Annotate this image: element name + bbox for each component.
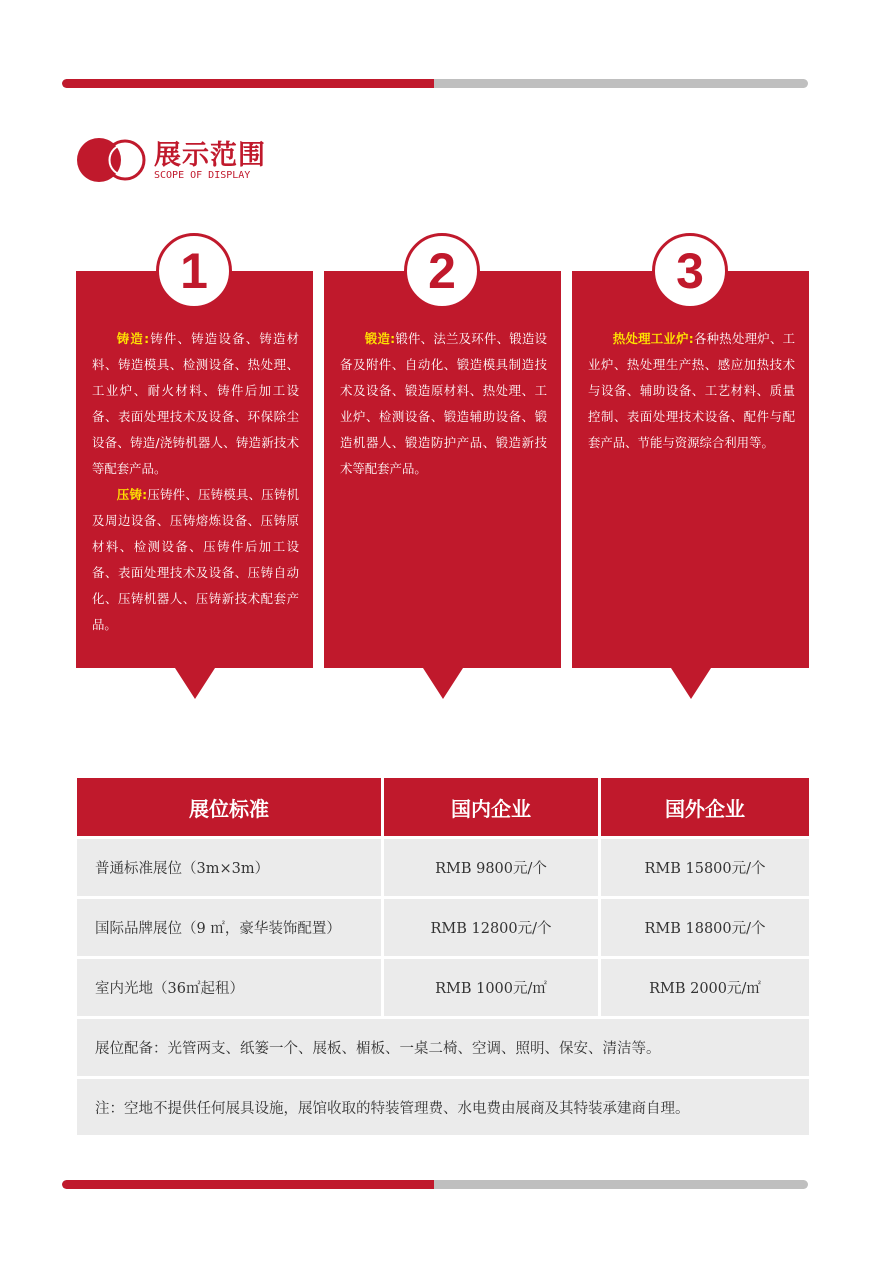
card-1-keyword: 铸造: [116,331,150,346]
card-1-text: 压铸件、压铸模具、压铸机及周边设备、压铸熔炼设备、压铸原材料、检测设备、压铸件后加工设备、表面处理技术及设备、压铸自动化、压铸机器人、压铸新技术配套产品。 [92,487,299,632]
card-3-pointer [671,668,711,699]
top-divider-bar [62,79,808,88]
table-cell-domestic-price: RMB 1000元/㎡ [384,959,598,1016]
table-cell-foreign-price: RMB 2000元/㎡ [601,959,809,1016]
card-2-body [340,326,547,482]
card-1-keyword: 压铸: [116,487,148,502]
card-1-number: 1 [180,243,208,299]
card-3-text: 各种热处理炉、工业炉、热处理生产热、感应加热技术与设备、辅助设备、工艺材料、质量控制、表面处理技术设备、配件与配套产品、节能与资源综合利用等。 [588,331,795,450]
card-1-body [92,326,299,638]
card-1-text: 铸件、铸造设备、铸造材料、铸造模具、检测设备、热处理、工业炉、耐火材料、铸件后加工设备、表面处理技术及设备、环保除尘设备、铸造/浇铸机器人、铸造新技术等配套产品。 [92,331,299,476]
table-header-foreign: 国外企业 [601,778,809,836]
section-title: 展示范围 [154,140,266,171]
card-2-keyword: 锻造: [364,331,396,346]
card-2-pointer [423,668,463,699]
table-note-disclaimer: 注：空地不提供任何展具设施，展馆收取的特装管理费、水电费由展商及其特装承建商自理。 [77,1079,809,1135]
card-1-number-badge [156,233,232,309]
table-cell-booth-type: 室内光地（36㎡起租） [77,959,381,1016]
scope-card-1 [76,271,313,668]
card-3-number-badge [652,233,728,309]
table-cell-domestic-price: RMB 12800元/个 [384,899,598,956]
card-1-paragraph [92,326,299,482]
double-circle-logo-icon [77,136,149,184]
scope-card-3 [572,271,809,668]
card-2-paragraph [340,326,547,482]
card-3-body [588,326,795,456]
card-3-keyword: 热处理工业炉: [612,331,694,346]
table-cell-foreign-price: RMB 15800元/个 [601,839,809,896]
table-cell-booth-type: 普通标准展位（3m×3m） [77,839,381,896]
card-2-text: 锻件、法兰及环件、锻造设备及附件、自动化、锻造模具制造技术及设备、锻造原材料、热处理、工业炉、检测设备、锻造辅助设备、锻造机器人、锻造防护产品、锻造新技术等配套产品。 [340,331,547,476]
card-2-number: 2 [428,243,456,299]
section-subtitle: SCOPE OF DISPLAY [154,170,251,181]
table-header-domestic: 国内企业 [384,778,598,836]
card-1-pointer [175,668,215,699]
card-2-number-badge [404,233,480,309]
card-3-number: 3 [676,243,704,299]
bottom-divider-bar [62,1180,808,1189]
card-1-paragraph [92,482,299,638]
table-cell-foreign-price: RMB 18800元/个 [601,899,809,956]
table-header-standard: 展位标准 [77,778,381,836]
scope-card-2 [324,271,561,668]
table-note-equipment: 展位配备：光管两支、纸篓一个、展板、楣板、一桌二椅、空调、照明、保安、清洁等。 [77,1019,809,1076]
card-3-paragraph [588,326,795,456]
table-cell-booth-type: 国际品牌展位（9 ㎡，豪华装饰配置） [77,899,381,956]
table-cell-domestic-price: RMB 9800元/个 [384,839,598,896]
